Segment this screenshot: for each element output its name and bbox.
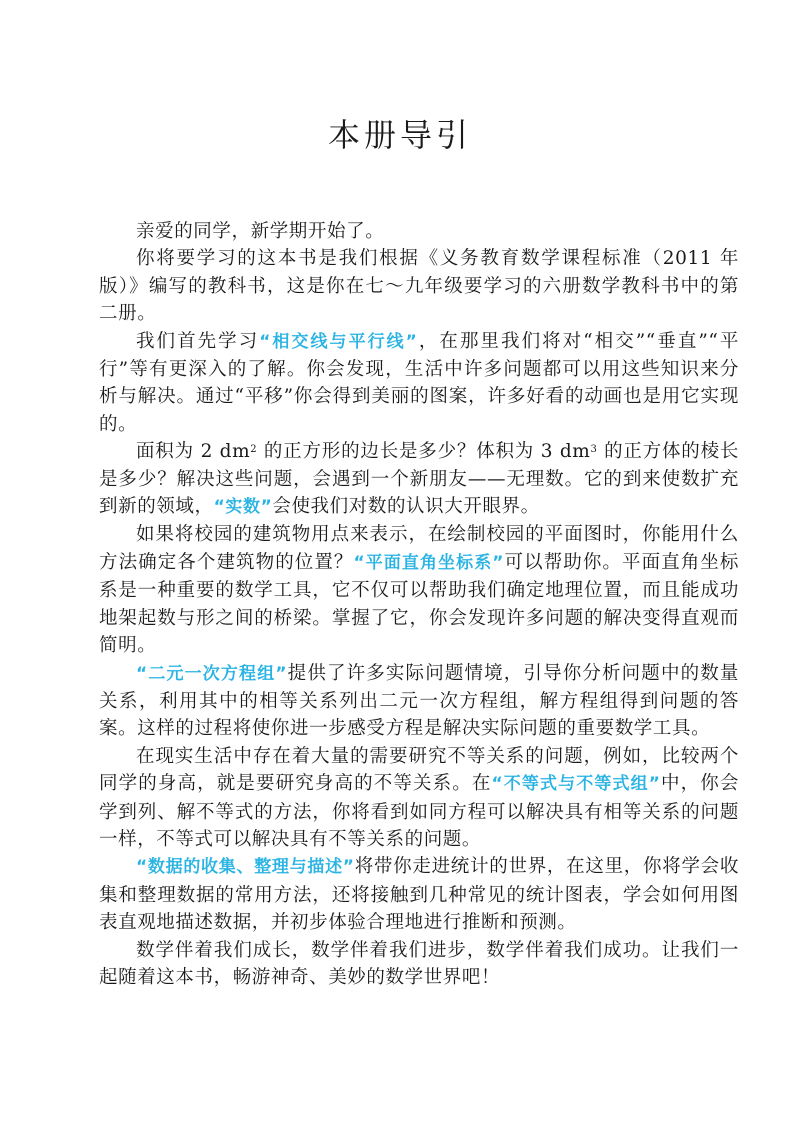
text-segment: 的正方形的边长是多少？体积为 3 dm	[257, 441, 591, 463]
paragraph-intersecting-lines	[99, 328, 739, 439]
text-segment: 将带你走进统计的世界，在这里，你将学会收集和整理数据的常用方法，还将接触到几种常见的统计图表，学会如何用图表直观地描述数据，并初步体验合理地进行推断和预测。	[99, 856, 739, 934]
text-segment: ，在那里我们将对“相交”“垂直”“平行”等有更深入的了解。你会发现，生活中许多问题都可以用这些知识来分析与解决。通过“平移”你会得到美丽的图案，许多好看的动画也是用它实现的。	[99, 330, 740, 435]
text-segment: 面积为 2 dm	[136, 441, 251, 463]
chapter-highlight-coordinate-system: “平面直角坐标系”	[353, 552, 505, 573]
paragraph-linear-equations	[99, 660, 739, 743]
chapter-highlight-intersecting-parallel-lines: “相交线与平行线”	[259, 331, 418, 352]
text-segment: 在现实生活中存在着大量的需要研究不等关系的问题，例如，比较两个同学的身高，就是要研究身高的不等关系。在	[99, 745, 739, 795]
paragraph-statistics	[99, 853, 739, 936]
text-segment: 中，你会学到列、解不等式的方法，你将看到如同方程可以解决具有相等关系的问题一样，不等式可以解决具有不等关系的问题。	[99, 773, 739, 850]
page-title: 本册导引	[327, 116, 472, 155]
superscript-cube: 3	[590, 444, 598, 456]
paragraph-greeting: 亲爱的同学，新学期开始了。	[136, 221, 385, 242]
text-segment: 我们首先学习	[136, 330, 260, 352]
text-segment: 提供了许多实际问题情境，引导你分析问题中的数量关系，利用其中的相等关系列出二元一次方程组，解方程组得到问题的答案。这样的过程将使你进一步感受方程是解决实际问题的重要数学工具。	[99, 662, 739, 740]
chapter-highlight-linear-equations: “二元一次方程组”	[136, 663, 288, 684]
body-text	[99, 218, 739, 991]
text-segment: 会使我们对数的认识大开眼界。	[272, 496, 540, 518]
text-segment: 可以帮助你。平面直角坐标系是一种重要的数学工具，它不仅可以帮助我们确定地理位置，而且能成功地架起数与形之间的桥梁。掌握了它，你会发现许多问题的解决变得直观而简明。	[99, 551, 739, 657]
paragraph-real-numbers	[99, 438, 739, 521]
chapter-highlight-inequalities: “不等式与不等式组”	[491, 774, 661, 795]
paragraph-closing: 数学伴着我们成长，数学伴着我们进步，数学伴着我们成功。让我们一起随着这本书，畅游神奇、美妙的数学世界吧！	[99, 939, 739, 988]
text-segment: 如果将校园的建筑物用点来表示，在绘制校园的平面图时，你能用什么方法确定各个建筑物的位置？	[99, 524, 739, 573]
paragraph-book-intro: 你将要学习的这本书是我们根据《义务教育数学课程标准（2011 年版）》编写的教科书，这是你在七～九年级要学习的六册数学教科书中的第二册。	[99, 248, 739, 325]
superscript-square: 2	[250, 444, 258, 456]
paragraph-inequalities	[99, 743, 739, 854]
chapter-highlight-data-statistics: “数据的收集、整理与描述”	[136, 857, 355, 878]
paragraph-coordinate-system	[99, 521, 739, 659]
chapter-highlight-real-numbers: “实数”	[213, 497, 273, 518]
text-segment: 的正方体的棱长是多少？解决这些问题，会遇到一个新朋友——无理数。它的到来使数扩充到新的领域，	[99, 441, 739, 518]
